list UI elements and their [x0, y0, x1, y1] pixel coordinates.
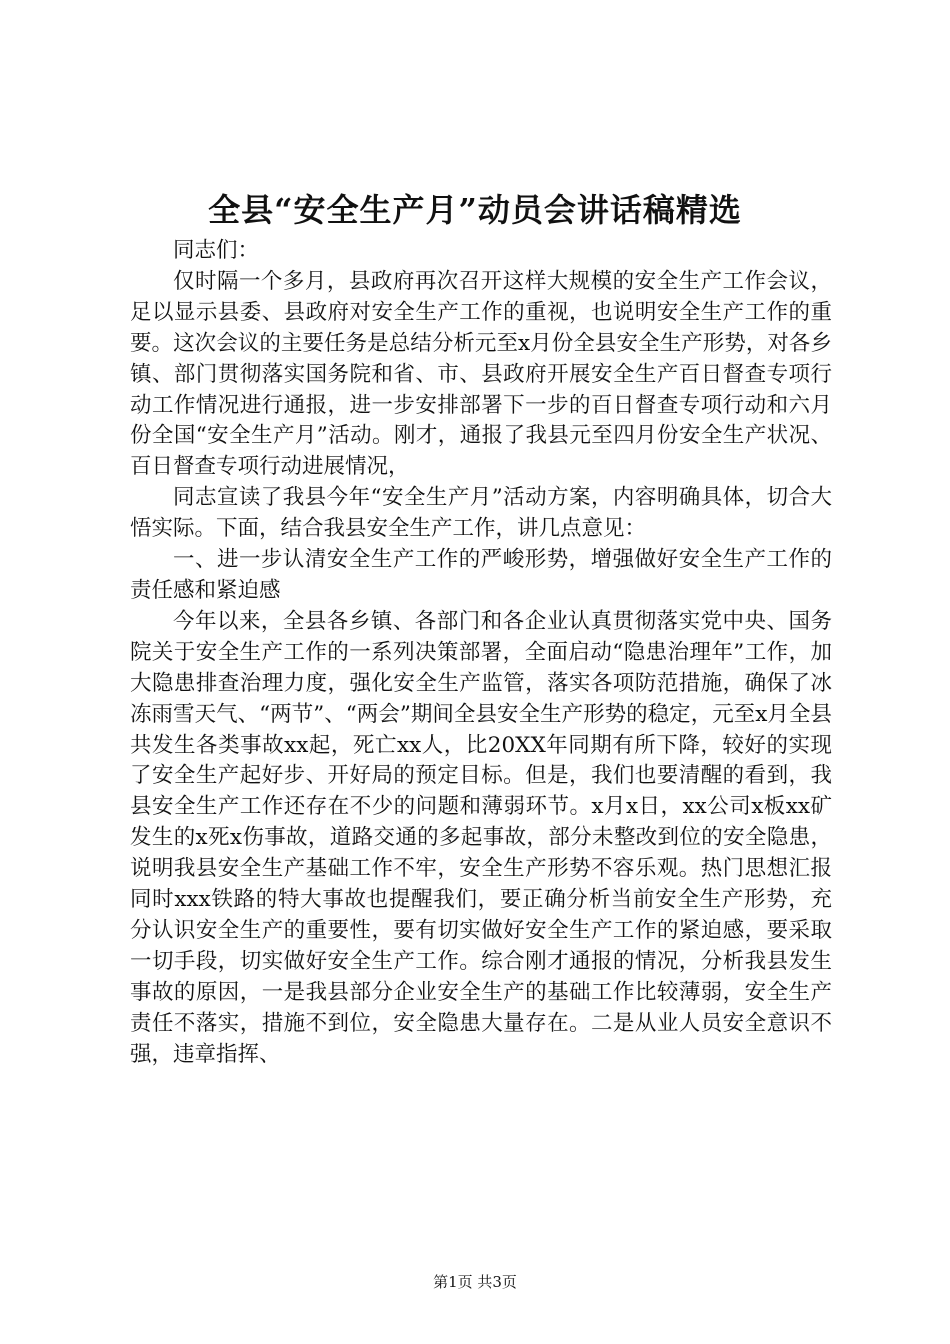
body-paragraph: 同志宣读了我县今年“安全生产月”活动方案，内容明确具体，切合大悟实际。下面，结合我县安全生产工作，讲几点意见： — [130, 485, 832, 542]
section-heading: 一、进一步认清安全生产工作的严峻形势，增强做好安全生产工作的责任感和紧迫感 — [130, 547, 832, 603]
body-paragraph: 今年以来，全县各乡镇、各部门和各企业认真贯彻落实党中央、国务院关于安全生产工作的一系列决策部署，全面启动“隐患治理年”工作，加大隐患排查治理力度，强化安全生产监管，落实各项防范措施，确保了冰冻雨雪天气、“两节”、“两会”期间全县安全生产形势的稳定，元至x月全县共发生各类事故xx起，死亡xx人，比20XX年同期有所下降，较好的实现了安全生产起好步、开好局的预定目标。但是，我们也要清醒的看到，我县安全生产工作还存在不少的问题和薄弱环节。x月x日，xx公司x板xx矿发生的x死x伤事故，道路交通的多起事故，部分未整改到位的安全隐患，说明我县安全生产基础工作不牢，安全生产形势不容乐观。热门思想汇报同时xxx铁路的特大事故也提醒我们，要正确分析当前安全生产形势，充分认识安全生产的重要性，要有切实做好安全生产工作的紧迫感，要采取一切手段，切实做好安全生产工作。综合刚才通报的情况，分析我县发生事故的原因，一是我县部分企业安全生产的基础工作比较薄弱，安全生产责任不落实，措施不到位，安全隐患大量存在。二是从业人员安全意识不强，违章指挥、 — [130, 608, 832, 1067]
body-paragraph: 仅时隔一个多月，县政府再次召开这样大规模的安全生产工作会议，足以显示县委、县政府对安全生产工作的重视，也说明安全生产工作的重要。这次会议的主要任务是总结分析元至x月份全县安全生产形势，对各乡镇、部门贯彻落实国务院和省、市、县政府开展安全生产百日督查专项行动工作情况进行通报，进一步安排部署下一步的百日督查专项行动和六月份全国“安全生产月”活动。刚才，通报了我县元至四月份安全生产状况、百日督查专项行动进展情况， — [130, 268, 832, 480]
page-footer: 第1页 共3页 — [433, 1273, 517, 1291]
document-title: 全县“安全生产月”动员会讲话稿精选 — [208, 191, 742, 229]
document-body — [130, 236, 832, 1070]
salutation-paragraph: 同志们： — [173, 238, 260, 263]
